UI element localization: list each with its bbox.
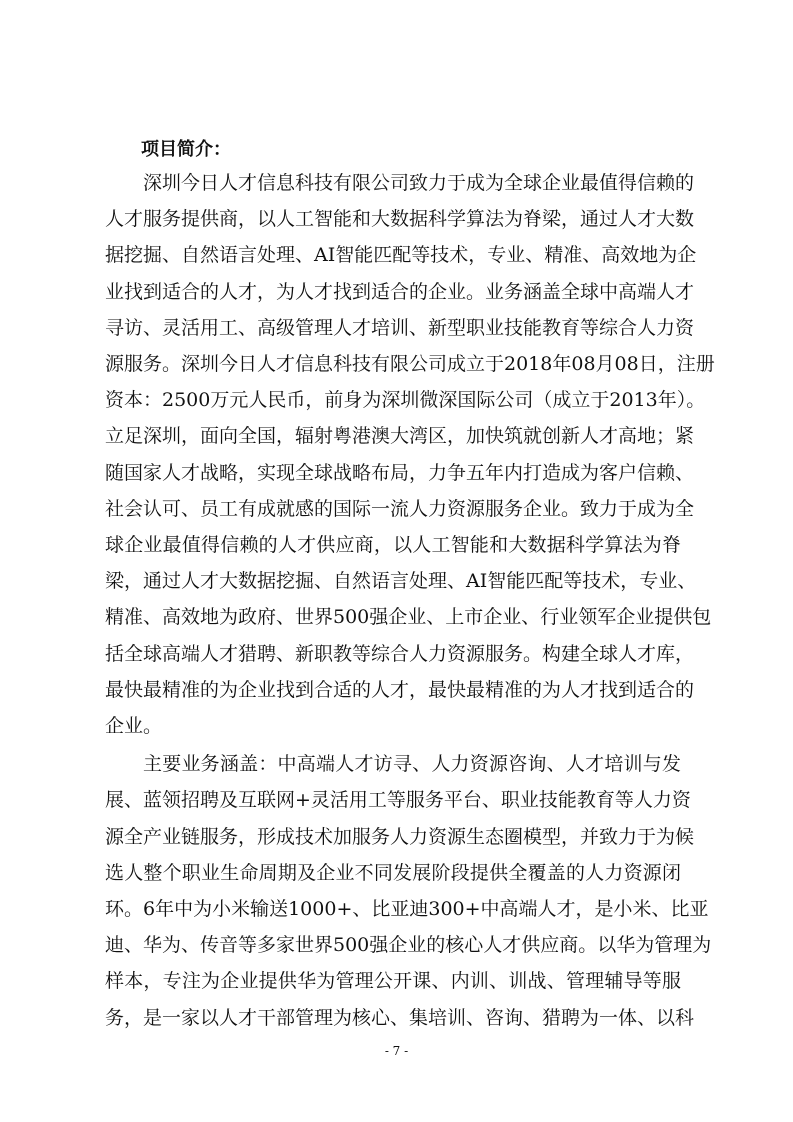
text-line: 展、蓝领招聘及互联网+灵活用工等服务平台、职业技能教育等人力资 xyxy=(105,789,691,811)
text-line: 务，是一家以人才干部管理为核心、集培训、咨询、猎聘为一体、以科 xyxy=(105,1007,695,1029)
text-line: 源服务。深圳今日人才信息科技有限公司成立于2018年08月08日，注册 xyxy=(105,353,715,375)
text-line: 企业。 xyxy=(105,715,163,737)
text-line: 球企业最值得信赖的人才供应商，以人工智能和大数据科学算法为脊 xyxy=(105,534,681,556)
text-line: 样本，专注为企业提供华为管理公开课、内训、训战、管理辅导等服 xyxy=(105,970,681,992)
page-number: - 7 - xyxy=(384,1044,409,1058)
text-line: 据挖掘、自然语言处理、AI智能匹配等技术，专业、精准、高效地为企 xyxy=(105,244,697,266)
text-line: 源全产业链服务，形成技术加服务人力资源生态圈模型，并致力于为候 xyxy=(105,826,695,848)
text-line: 环。6年中为小米输送1000+、比亚迪300+中高端人才，是小米、比亚 xyxy=(105,898,709,920)
text-line: 寻访、灵活用工、高级管理人才培训、新型职业技能教育等综合人力资 xyxy=(105,317,695,339)
text-line: 主要业务涵盖：中高端人才访寻、人力资源咨询、人才培训与发 xyxy=(143,753,681,775)
text-line: 选人整个职业生命周期及企业不同发展阶段提供全覆盖的人力资源闭 xyxy=(105,862,681,884)
text-line: 括全球高端人才猎聘、新职教等综合人力资源服务。构建全球人才库， xyxy=(105,643,695,665)
text-line: 精准、高效地为政府、世界500强企业、上市企业、行业领军企业提供包 xyxy=(105,606,712,628)
section-heading: 项目简介： xyxy=(141,139,231,160)
text-line: 立足深圳，面向全国，辐射粤港澳大湾区，加快筑就创新人才高地；紧 xyxy=(105,425,695,447)
text-line: 资本：2500万元人民币，前身为深圳微深国际公司（成立于2013年）。 xyxy=(105,389,706,411)
text-line: 梁，通过人才大数据挖掘、自然语言处理、AI智能匹配等技术，专业、 xyxy=(105,570,697,592)
text-line: 人才服务提供商，以人工智能和大数据科学算法为脊梁，通过人才大数 xyxy=(105,208,695,230)
text-line: 迪、华为、传音等多家世界500强企业的核心人才供应商。以华为管理为 xyxy=(105,934,712,956)
text-line: 业找到适合的人才，为人才找到适合的企业。业务涵盖全球中高端人才 xyxy=(105,281,695,303)
text-line: 深圳今日人才信息科技有限公司致力于成为全球企业最值得信赖的 xyxy=(143,172,695,194)
text-line: 随国家人才战略，实现全球战略布局，力争五年内打造成为客户信赖、 xyxy=(105,462,695,484)
text-line: 社会认可、员工有成就感的国际一流人力资源服务企业。致力于成为全 xyxy=(105,498,695,520)
text-line: 最快最精准的为企业找到合适的人才，最快最精准的为人才找到适合的 xyxy=(105,679,695,701)
